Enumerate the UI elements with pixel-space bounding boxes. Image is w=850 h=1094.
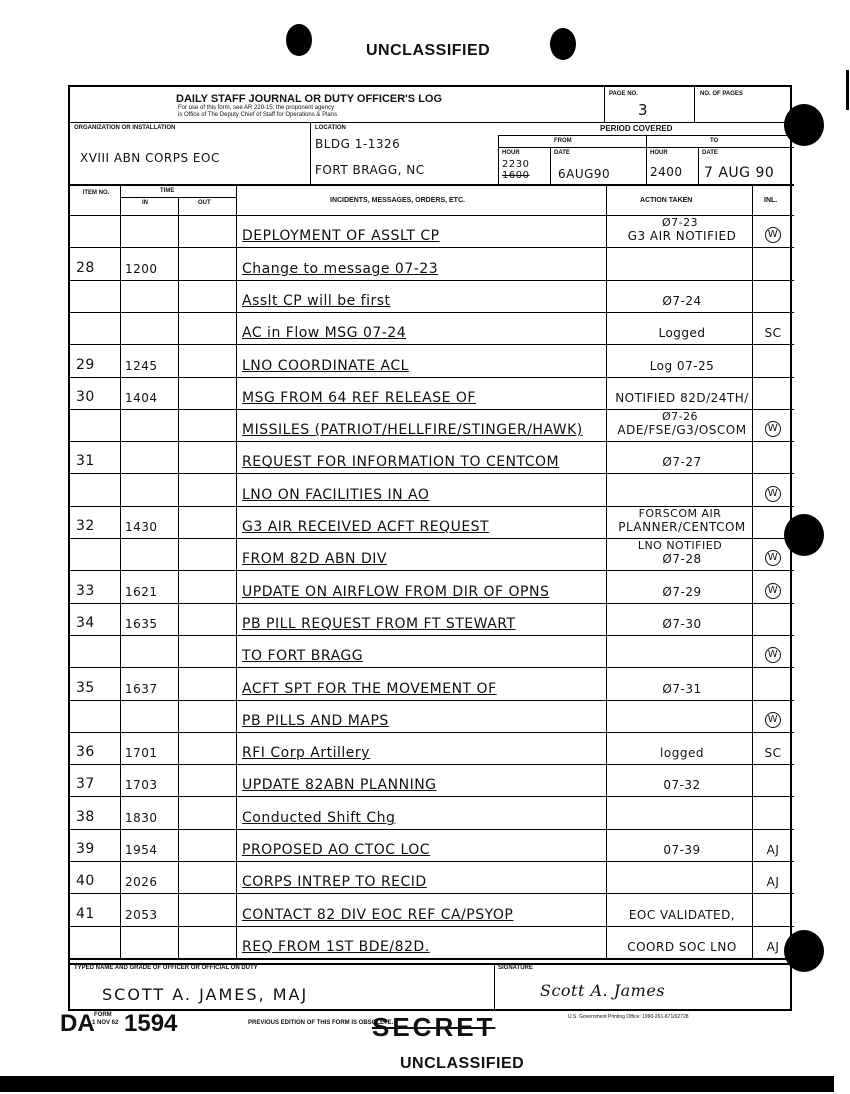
entry-action-taken: Ø7-31 <box>662 681 702 696</box>
previous-edition-note: PREVIOUS EDITION OF THIS FORM IS OBSOLETE. <box>248 1020 394 1026</box>
entry-incident-text: PROPOSED AO CTOC LOC <box>242 842 431 859</box>
table-row <box>70 927 794 959</box>
from-hour-struck: 1600 <box>502 170 530 181</box>
table-row <box>70 281 794 313</box>
location-line-2: FORT BRAGG, NC <box>315 163 425 177</box>
entries-list <box>70 216 794 959</box>
entry-incident-text: Asslt CP will be first <box>242 292 391 309</box>
entry-incident-text: Change to message 07-23 <box>242 260 439 277</box>
journal-form <box>68 85 792 965</box>
entry-action-taken: Ø7-27 <box>662 455 702 470</box>
entry-initials-text: W <box>765 486 781 502</box>
entry-incident-text: CONTACT 82 DIV EOC REF CA/PSYOP <box>242 906 514 923</box>
table-row <box>70 313 794 345</box>
entry-action-taken: Ø7-24 <box>662 293 702 308</box>
signature-label: SIGNATURE <box>498 965 533 971</box>
entry-item-no: 35 <box>76 679 95 696</box>
entry-time-in: 1621 <box>125 584 158 599</box>
entry-item-no: 32 <box>76 518 95 535</box>
entry-item-no: 38 <box>76 808 95 825</box>
form-subtitle-1: For use of this form, see AR 220-15; the proponent agency <box>178 105 335 111</box>
footer-block <box>68 963 792 1011</box>
entry-action-taken: logged <box>660 746 704 761</box>
period-label: PERIOD COVERED <box>600 124 673 133</box>
form-number: 1594 <box>124 1010 178 1037</box>
entry-initials-text: SC <box>764 326 782 341</box>
entry-action-taken: ADE/FSE/G3/OSCOM <box>617 423 747 438</box>
entry-item-no: 28 <box>76 259 95 276</box>
to-hour-label: HOUR <box>650 150 668 156</box>
table-row <box>70 636 794 668</box>
entry-initials <box>758 746 788 760</box>
page-no-value: 3 <box>638 101 649 119</box>
entry-time-in: 1830 <box>125 810 158 825</box>
entry-time-in: 1954 <box>125 843 158 858</box>
entry-action-taken: 07-32 <box>663 778 701 793</box>
entry-incident-text: UPDATE ON AIRFLOW FROM DIR OF OPNS <box>242 583 550 600</box>
col-item-no: ITEM NO. <box>82 190 110 196</box>
gpo-note: U.S. Government Printing Office: 1990-261-871/02728 <box>568 1014 689 1020</box>
entry-item-no: 41 <box>76 905 95 922</box>
page-no-label: PAGE NO. <box>609 91 638 97</box>
table-row <box>70 248 794 280</box>
entry-time-in: 2053 <box>125 907 158 922</box>
entry-initials <box>758 485 788 502</box>
col-initials: INL. <box>764 197 778 204</box>
entry-initials <box>758 582 788 599</box>
entry-initials <box>758 940 788 954</box>
entry-time-in: 2026 <box>125 875 158 890</box>
table-row <box>70 668 794 700</box>
entry-incident-text: FROM 82D ABN DIV <box>242 551 387 568</box>
from-hour-label: HOUR <box>502 150 520 156</box>
entry-action-top: Ø7-26 <box>661 409 699 423</box>
entry-incident-text: REQ FROM 1ST BDE/82D. <box>242 938 430 955</box>
table-row <box>70 539 794 571</box>
entry-incident-text: CORPS INTREP TO RECID <box>242 874 427 891</box>
entry-initials <box>758 646 788 663</box>
table-row <box>70 701 794 733</box>
table-row <box>70 571 794 603</box>
table-row <box>70 378 794 410</box>
entry-item-no: 34 <box>76 614 95 631</box>
table-row <box>70 507 794 539</box>
table-row <box>70 765 794 797</box>
form-form-label: FORM <box>94 1012 112 1018</box>
entry-time-in: 1703 <box>125 778 158 793</box>
entry-incident-text: G3 AIR RECEIVED ACFT REQUEST <box>242 519 490 536</box>
signature-value: Scott A. James <box>540 981 666 1000</box>
entry-item-no: 33 <box>76 582 95 599</box>
entry-action-top: LNO NOTIFIED <box>637 539 723 553</box>
entry-action-top: Ø7-23 <box>661 216 699 229</box>
entry-initials-text: W <box>765 647 781 663</box>
scan-edge-right <box>846 70 849 110</box>
entry-item-no: 29 <box>76 356 95 373</box>
entry-initials <box>758 226 788 243</box>
entry-time-in: 1404 <box>125 390 158 405</box>
entry-initials-text: AJ <box>766 875 780 890</box>
entry-initials-text: AJ <box>766 843 780 858</box>
table-row <box>70 830 794 862</box>
to-date-label: DATE <box>702 150 718 156</box>
entry-item-no: 31 <box>76 453 95 470</box>
table-row <box>70 442 794 474</box>
table-row <box>70 733 794 765</box>
to-hour-value: 2400 <box>650 165 683 179</box>
punch-hole-top-left <box>286 24 312 56</box>
entry-incident-text: UPDATE 82ABN PLANNING <box>242 777 437 794</box>
form-subtitle-2: is Office of The Deputy Chief of Staff for Operations & Plans <box>178 112 338 118</box>
entry-incident-text: PB PILLS AND MAPS <box>242 712 389 729</box>
entry-action-top: FORSCOM AIR <box>638 506 722 520</box>
table-row <box>70 410 794 442</box>
entry-action-taken: Logged <box>658 326 706 341</box>
entry-action-taken: COORD SOC LNO <box>627 939 737 954</box>
entry-action-taken: EOC VALIDATED, <box>628 907 736 922</box>
entry-initials <box>758 549 788 566</box>
col-in: IN <box>142 200 148 206</box>
entry-initials-text: W <box>765 583 781 599</box>
form-date: 1 NOV 62 <box>92 1020 119 1026</box>
to-label: TO <box>710 138 719 144</box>
entry-action-taken: Ø7-29 <box>662 584 702 599</box>
entry-incident-text: REQUEST FOR INFORMATION TO CENTCOM <box>242 454 560 471</box>
entry-action-taken: PLANNER/CENTCOM <box>618 520 746 535</box>
entry-initials-text: SC <box>764 746 782 761</box>
table-row <box>70 216 794 248</box>
col-incidents: INCIDENTS, MESSAGES, ORDERS, ETC. <box>330 197 465 204</box>
entry-action-taken: Ø7-28 <box>662 552 702 567</box>
entry-item-no: 40 <box>76 873 95 890</box>
entry-initials-text: W <box>765 550 781 566</box>
entry-incident-text: DEPLOYMENT OF ASSLT CP <box>242 228 440 245</box>
scan-edge-bottom <box>0 1076 834 1092</box>
entry-action-taken: Log 07-25 <box>649 358 715 373</box>
entry-initials <box>758 875 788 889</box>
entry-initials <box>758 711 788 728</box>
classification-bottom: UNCLASSIFIED <box>400 1055 525 1072</box>
location-label: LOCATION <box>315 125 346 131</box>
entry-action-taken: 07-39 <box>663 843 701 858</box>
col-out: OUT <box>198 200 211 206</box>
location-line-1: BLDG 1-1326 <box>315 137 401 151</box>
entry-incident-text: AC in Flow MSG 07-24 <box>242 325 407 342</box>
entry-initials-text: W <box>765 227 781 243</box>
entry-incident-text: MSG FROM 64 REF RELEASE OF <box>242 389 476 406</box>
entry-incident-text: ACFT SPT FOR THE MOVEMENT OF <box>242 680 497 697</box>
entry-item-no: 30 <box>76 388 95 405</box>
table-row <box>70 862 794 894</box>
entry-incident-text: RFI Corp Artillery <box>242 745 370 762</box>
entry-initials-text: W <box>765 712 781 728</box>
entry-incident-text: Conducted Shift Chg <box>242 809 396 826</box>
col-time: TIME <box>160 188 175 194</box>
entry-incident-text: MISSILES (PATRIOT/HELLFIRE/STINGER/HAWK) <box>242 422 583 439</box>
entry-item-no: 36 <box>76 744 95 761</box>
entry-action-taken: G3 AIR NOTIFIED <box>627 229 737 244</box>
table-row <box>70 894 794 926</box>
entry-time-in: 1430 <box>125 520 158 535</box>
classification-top: UNCLASSIFIED <box>366 42 491 59</box>
table-row <box>70 797 794 829</box>
org-value: XVIII ABN CORPS EOC <box>80 151 220 165</box>
entry-initials <box>758 326 788 340</box>
entry-time-in: 1200 <box>125 261 158 276</box>
entry-initials <box>758 420 788 437</box>
officer-label: TYPED NAME AND GRADE OF OFFICER OR OFFICIAL ON DUTY <box>74 965 258 971</box>
entry-time-in: 1245 <box>125 358 158 373</box>
entry-initials-text: W <box>765 421 781 437</box>
entry-action-taken: Ø7-30 <box>662 616 702 631</box>
punch-hole-top-right <box>550 28 576 60</box>
form-da: DA <box>60 1010 95 1037</box>
col-action: ACTION TAKEN <box>640 197 693 204</box>
entry-initials-text: AJ <box>766 939 780 954</box>
from-date-value: 6AUG90 <box>558 167 611 181</box>
entry-initials <box>758 843 788 857</box>
secret-stamp: SECRET <box>372 1012 496 1042</box>
entry-incident-text: LNO ON FACILITIES IN AO <box>242 486 430 503</box>
to-date-value: 7 AUG 90 <box>704 165 775 181</box>
entry-item-no: 37 <box>76 776 95 793</box>
from-date-label: DATE <box>554 150 570 156</box>
entry-item-no: 39 <box>76 841 95 858</box>
no-of-pages-label: NO. OF PAGES <box>700 91 743 97</box>
entry-incident-text: PB PILL REQUEST FROM FT STEWART <box>242 615 516 632</box>
org-label: ORGANIZATION OR INSTALLATION <box>74 125 176 131</box>
table-row <box>70 345 794 377</box>
entry-time-in: 1701 <box>125 746 158 761</box>
entry-incident-text: TO FORT BRAGG <box>242 648 364 665</box>
entry-action-taken: NOTIFIED 82D/24TH/ <box>615 390 749 405</box>
officer-value: SCOTT A. JAMES, MAJ <box>102 985 309 1004</box>
table-row <box>70 604 794 636</box>
entry-time-in: 1635 <box>125 616 158 631</box>
form-title: DAILY STAFF JOURNAL OR DUTY OFFICER'S LOG <box>176 93 443 105</box>
from-label: FROM <box>554 138 572 144</box>
from-hour-value: 2230 <box>502 159 530 170</box>
table-row <box>70 474 794 506</box>
entry-time-in: 1637 <box>125 681 158 696</box>
entry-incident-text: LNO COORDINATE ACL <box>242 357 409 374</box>
